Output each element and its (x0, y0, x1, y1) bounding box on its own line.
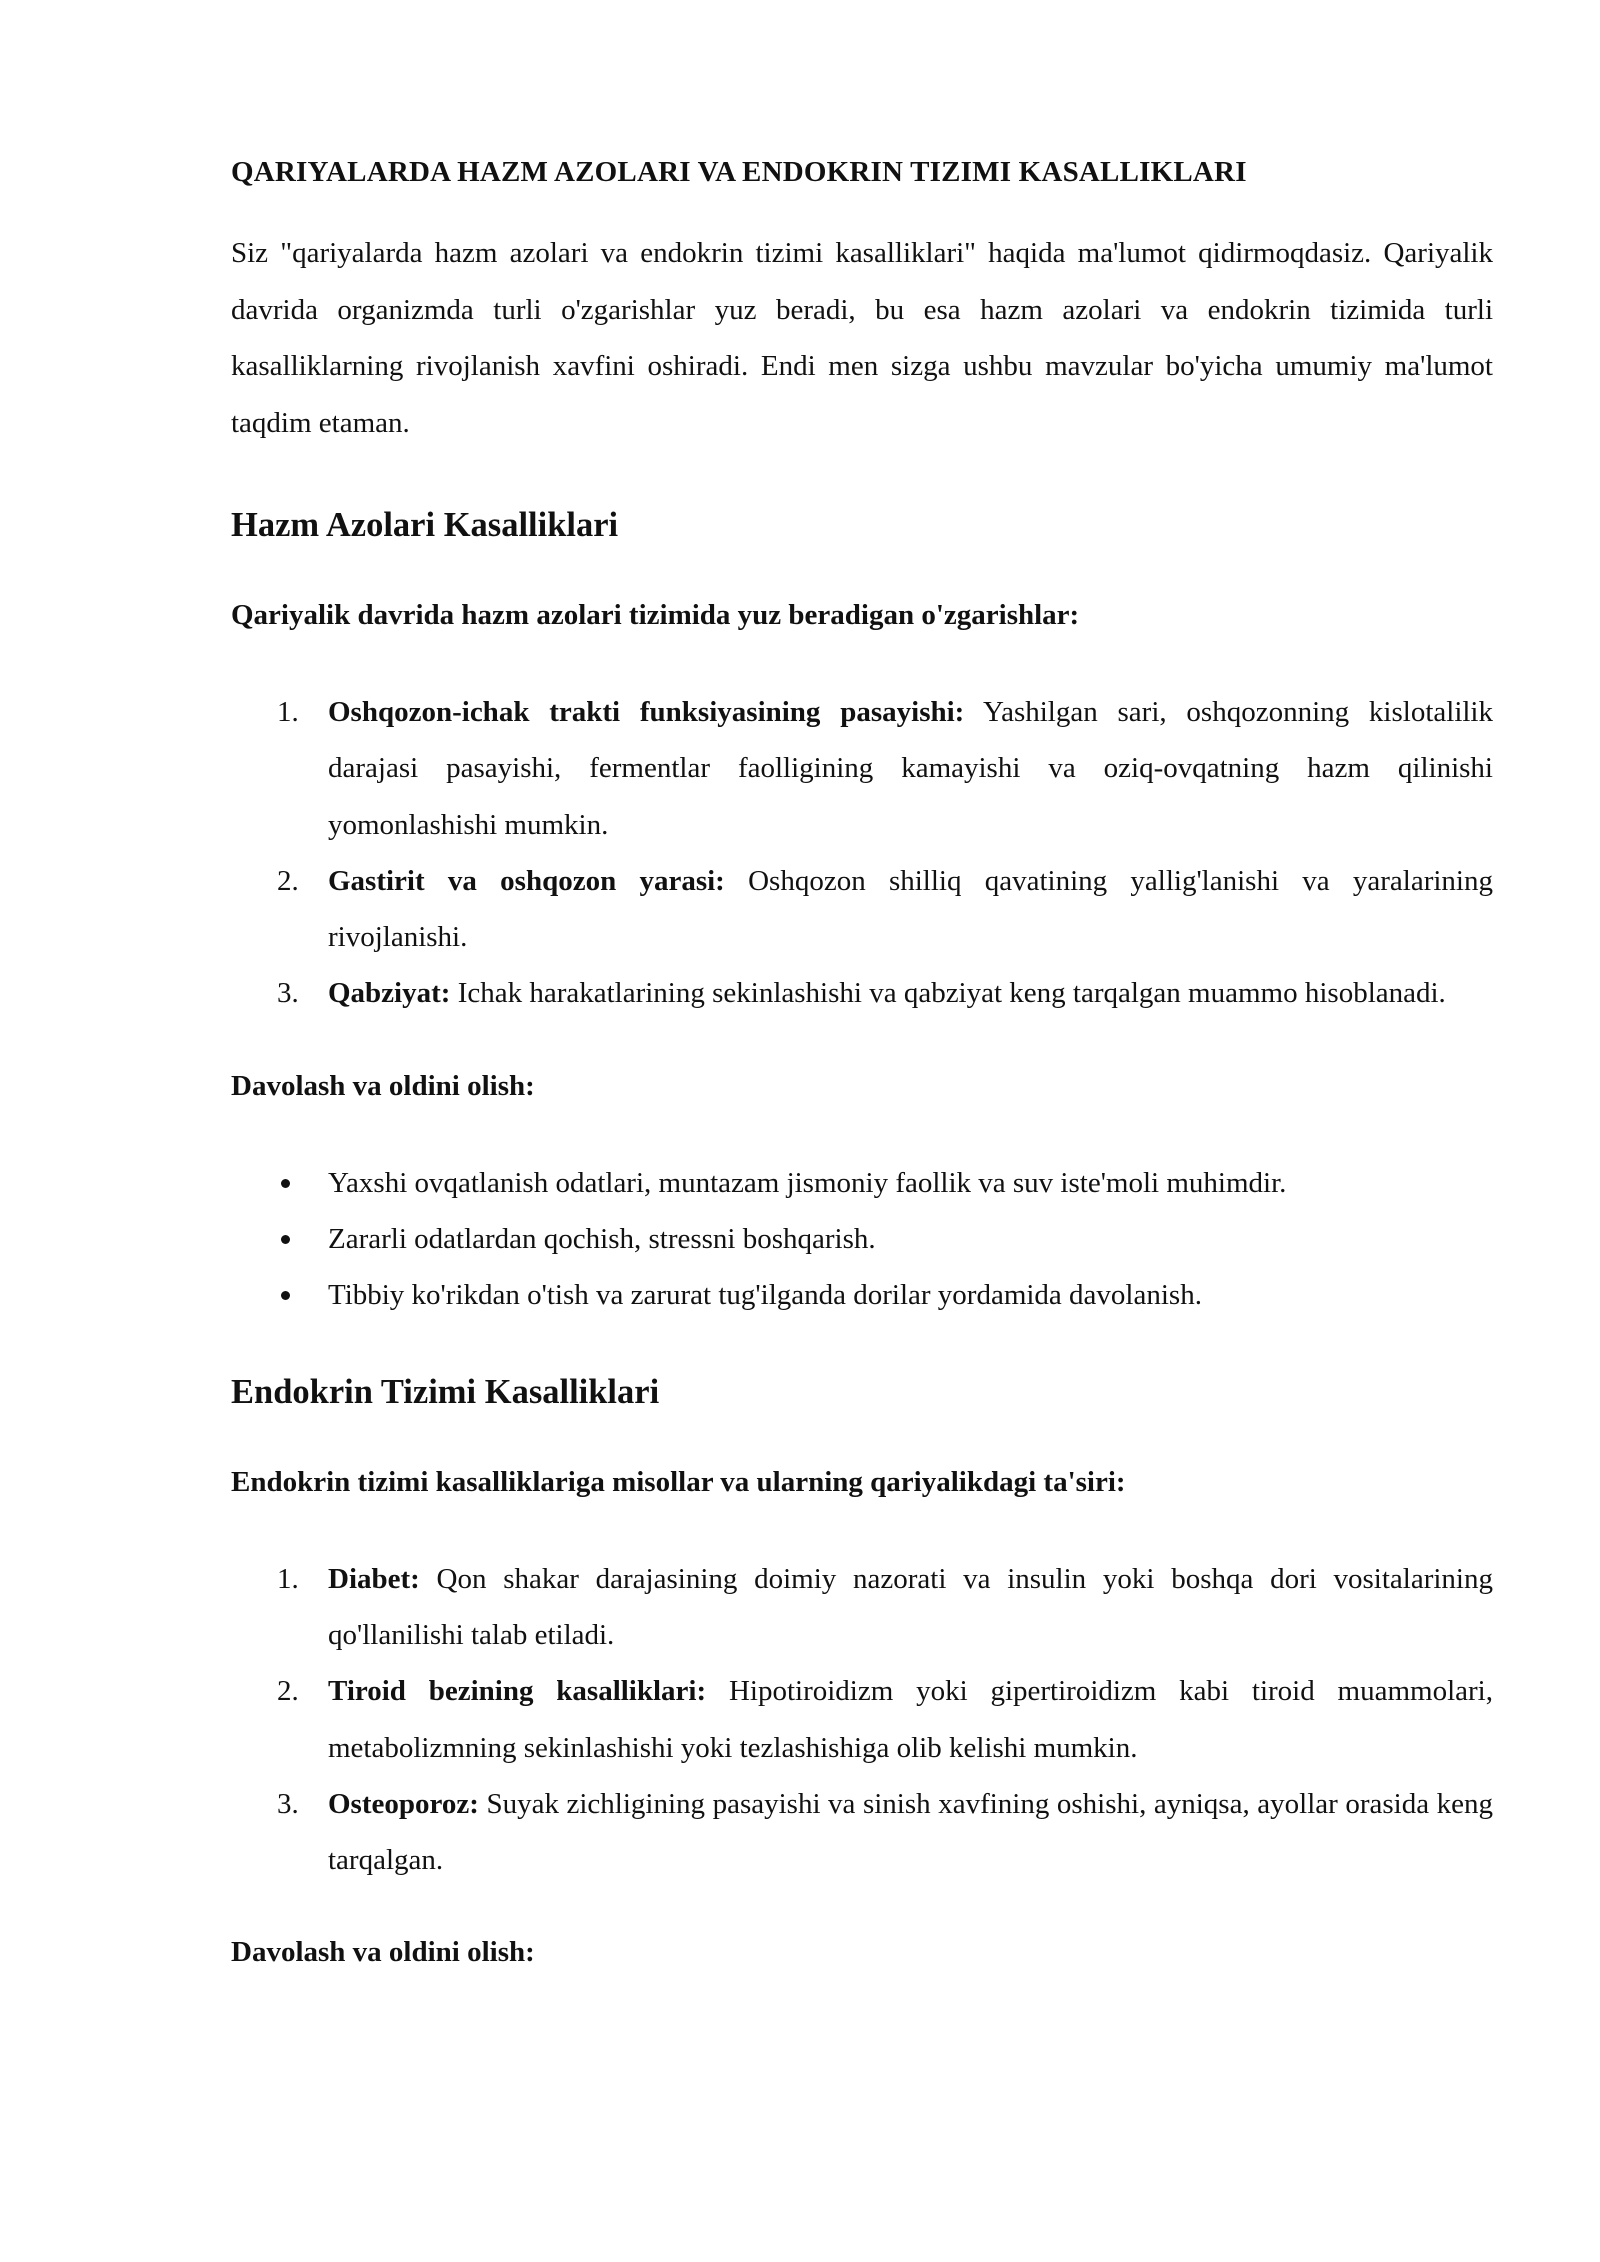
item-term: Diabet: (328, 1562, 420, 1595)
item-term: Osteoporoz: (328, 1787, 479, 1820)
document-title: QARIYALARDA HAZM AZOLARI VA ENDOKRIN TIZIMI KASALLIKLARI (231, 156, 1247, 188)
item-text: Ichak harakatlarining sekinlashishi va qabziyat keng tarqalgan muammo hisoblanadi. (450, 977, 1446, 1010)
bullet-text: Yaxshi ovqatlanish odatlari, muntazam jismoniy faollik va suv iste'moli muhimdir. (328, 1166, 1287, 1199)
subheading-changes: Qariyalik davrida hazm azolari tizimida yuz beradigan o'zgarishlar: (231, 599, 1080, 631)
subheading-examples: Endokrin tizimi kasalliklariga misollar va ularning qariyalikdagi ta'siri: (231, 1465, 1126, 1498)
bullet-icon (281, 1235, 290, 1244)
subheading-treatment: Davolash va oldini olish: (231, 1069, 535, 1102)
list-item (231, 1663, 1493, 1776)
bullet-text: Tibbiy ko'rikdan o'tish va zarurat tug'ilganda dorilar yordamida davolanish. (328, 1279, 1202, 1312)
list-number: 2. (277, 864, 299, 897)
item-term: Oshqozon-ichak trakti funksiyasining pasayishi: (328, 696, 965, 728)
list-number: 1. (277, 696, 299, 728)
item-text: Oshqozon shilliq qavatining yallig'lanishi va yaralarining rivojlanishi. (328, 864, 1493, 954)
list-number: 3. (277, 977, 299, 1010)
list-number: 1. (277, 1562, 299, 1595)
item-term: Tiroid bezining kasalliklari: (328, 1675, 707, 1708)
bullet-text: Zararli odatlardan qochish, stressni boshqarish. (328, 1223, 876, 1256)
bullet-item (231, 1267, 1493, 1323)
list-number: 2. (277, 1675, 299, 1708)
treatment-bullet-list (231, 1155, 1493, 1324)
bullet-icon (281, 1179, 290, 1188)
document-page (231, 150, 1493, 1974)
bullet-item (231, 1211, 1493, 1267)
item-text: Yashilgan sari, oshqozonning kislotalilik darajasi pasayishi, fermentlar faolligining kamayishi va oziq-ovqatning hazm qilinishi yomonlashishi mumkin. (328, 696, 1493, 841)
digestive-conditions-list (231, 684, 1493, 1022)
bullet-item (231, 1155, 1493, 1211)
item-text: Hipotiroidizm yoki gipertiroidizm kabi tiroid muammolari, metabolizmning sekinlashishi yoki tezlashishiga olib kelishi mumkin. (328, 1675, 1493, 1764)
item-text: Suyak zichligining pasayishi va sinish xavfining oshishi, ayniqsa, ayollar orasida keng tarqalgan. (328, 1787, 1493, 1877)
list-item (231, 1551, 1493, 1664)
item-term: Gastirit va oshqozon yarasi: (328, 864, 725, 897)
list-item (231, 853, 1493, 966)
bullet-icon (281, 1291, 290, 1300)
endocrine-conditions-list (231, 1551, 1493, 1889)
list-item (231, 1776, 1493, 1889)
list-item (231, 965, 1493, 1021)
subheading-treatment-endocrine: Davolash va oldini olish: (231, 1936, 535, 1969)
item-text: Qon shakar darajasining doimiy nazorati va insulin yoki boshqa dori vositalarining qo'llanilishi talab etiladi. (328, 1562, 1493, 1651)
intro-paragraph: Siz "qariyalarda hazm azolari va endokrin tizimi kasalliklari" haqida ma'lumot qidirmoqdasiz. Qariyalik davrida organizmda turli o'zgarishlar yuz beradi, bu esa hazm azolari va endokrin tizimida turli kasalliklarning rivojlanish xavfini oshiradi. Endi men sizga ushbu mavzular bo'yicha umumiy ma'lumot taqdim etaman. (231, 237, 1493, 439)
item-term: Qabziyat: (328, 977, 451, 1010)
section-heading-endokrin: Endokrin Tizimi Kasalliklari (231, 1372, 660, 1411)
section-heading-hazm: Hazm Azolari Kasalliklari (231, 506, 619, 544)
list-item (231, 684, 1493, 853)
list-number: 3. (277, 1787, 299, 1820)
